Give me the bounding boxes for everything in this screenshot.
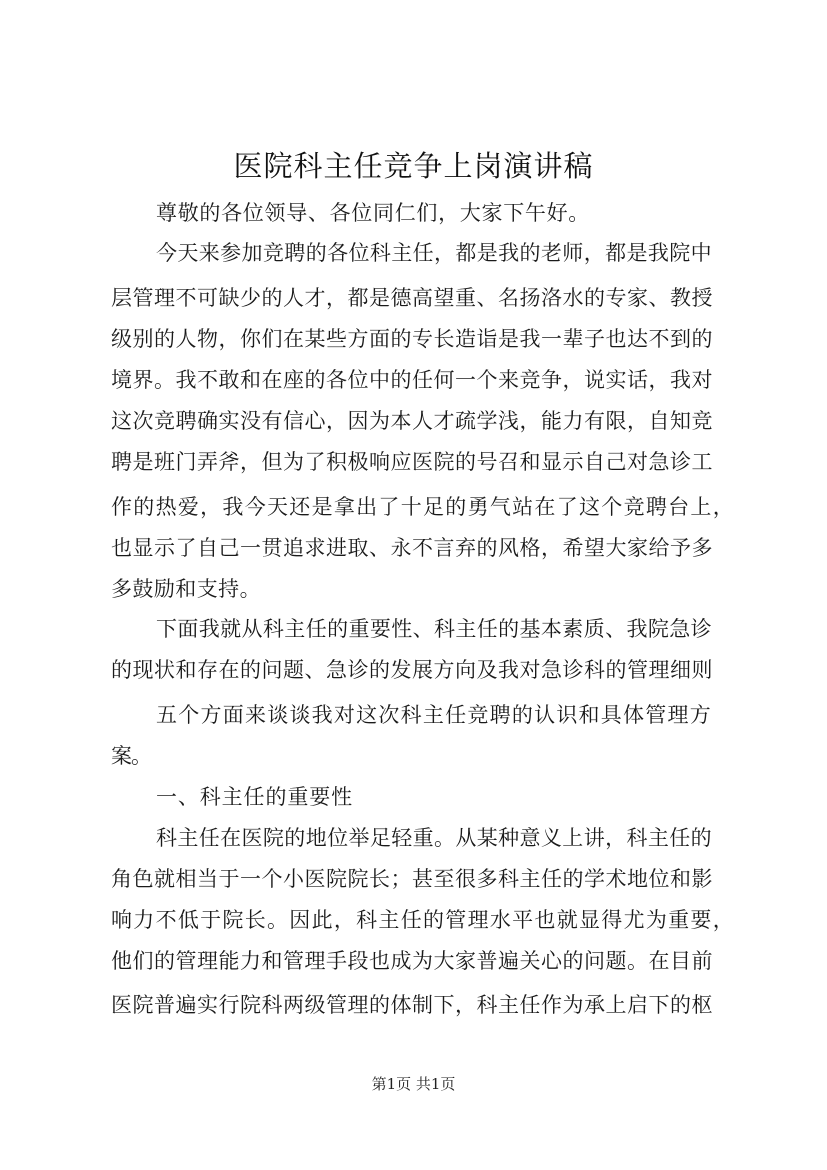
body-text-line: 也显示了自己一贯追求进取、永不言弃的风格，希望大家给予多 — [111, 536, 713, 560]
body-text-line: 多鼓励和支持。 — [111, 577, 261, 601]
body-text-line: 医院普遍实行院科两级管理的体制下，科主任作为承上启下的枢 — [111, 993, 713, 1017]
page-footer: 第1页 共1页 — [371, 1075, 456, 1093]
body-text-line: 下面我就从科主任的重要性、科主任的基本素质、我院急诊 — [156, 617, 712, 641]
body-text-line: 响力不低于院长。因此，科主任的管理水平也就显得尤为重要， — [111, 908, 735, 932]
body-text-line: 今天来参加竞聘的各位科主任，都是我的老师，都是我院中 — [156, 241, 712, 265]
body-text-line: 级别的人物，你们在某些方面的专长造诣是我一辈子也达不到的 — [111, 327, 713, 351]
body-text-line: 五个方面来谈谈我对这次科主任竞聘的认识和具体管理方 — [156, 703, 712, 727]
body-text-line: 境界。我不敢和在座的各位中的任何一个来竞争，说实话，我对 — [111, 368, 713, 392]
body-text-line: 角色就相当于一个小医院院长；甚至很多科主任的学术地位和影 — [111, 867, 713, 891]
body-text-line: 的现状和存在的问题、急诊的发展方向及我对急诊科的管理细则 — [111, 658, 713, 682]
body-text-line: 科主任在医院的地位举足轻重。从某种意义上讲，科主任的 — [156, 826, 712, 850]
body-text-line: 他们的管理能力和管理手段也成为大家普遍关心的问题。在目前 — [111, 949, 713, 973]
body-text-line: 一、科主任的重要性 — [156, 785, 353, 809]
body-text-line: 层管理不可缺少的人才，都是德高望重、名扬洛水的专家、教授 — [111, 286, 713, 310]
document-title: 医院科主任竞争上岗演讲稿 — [233, 149, 594, 183]
body-text-line: 作的热爱，我今天还是拿出了十足的勇气站在了这个竞聘台上， — [111, 495, 735, 519]
body-text-line: 这次竞聘确实没有信心，因为本人才疏学浅，能力有限，自知竞 — [111, 409, 713, 433]
body-text-line: 尊敬的各位领导、各位同仁们，大家下午好。 — [156, 201, 590, 225]
body-text-line: 案。 — [111, 744, 151, 768]
body-text-line: 聘是班门弄斧，但为了积极响应医院的号召和显示自己对急诊工 — [111, 450, 713, 474]
